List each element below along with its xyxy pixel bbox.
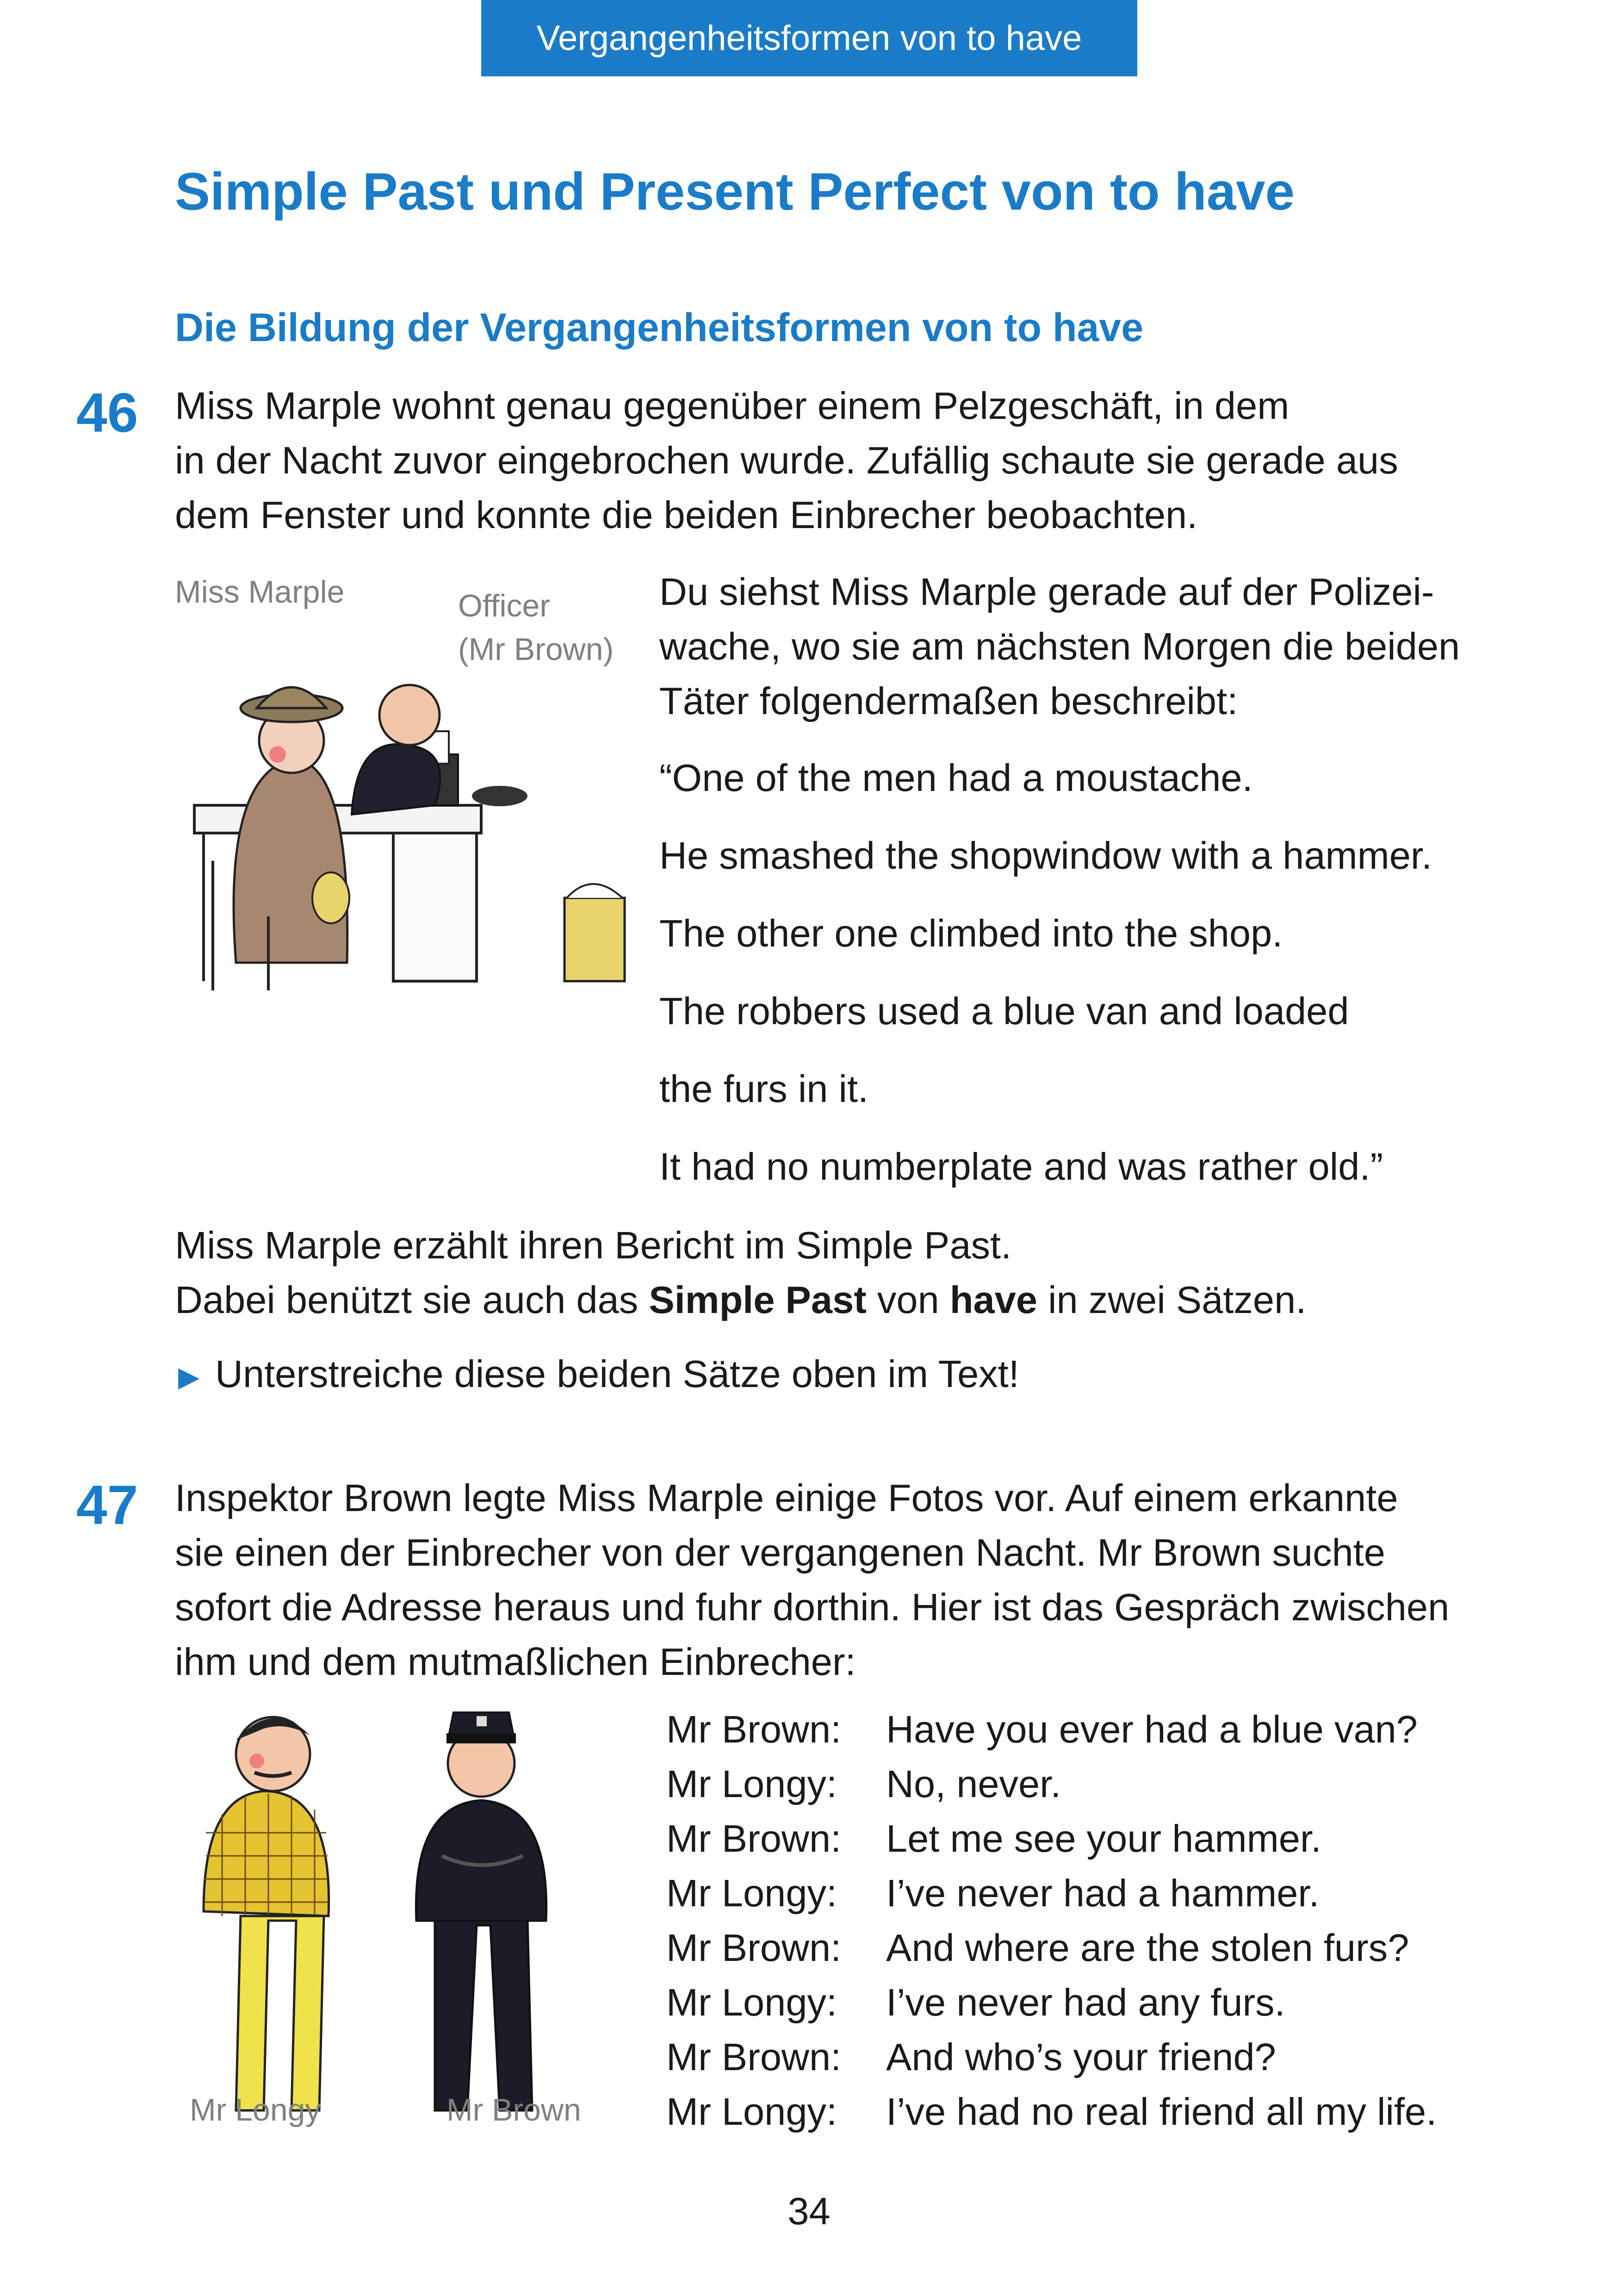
report-line: The robbers used a blue van and loaded <box>659 989 1349 1033</box>
report-line: “One of the men had a moustache. <box>659 756 1253 799</box>
ex46-context-line: Du siehst Miss Marple gerade auf der Polizei- <box>659 570 1434 613</box>
page-number: 34 <box>787 2190 831 2233</box>
dialogue-speaker: Mr Longy: <box>666 2090 837 2133</box>
dialogue-line: I’ve never had any furs. <box>886 1981 1285 2024</box>
miss-marple-police-illustration <box>176 639 639 1000</box>
dialogue-speaker: Mr Brown: <box>666 1926 842 1969</box>
after-text: in zwei Sätzen. <box>1037 1278 1307 1321</box>
dialogue-speaker: Mr Brown: <box>666 1817 842 1860</box>
ex47-intro-line: ihm und dem mutmaßlichen Einbrecher: <box>175 1640 856 1683</box>
dialogue-line: I’ve had no real friend all my life. <box>886 2090 1437 2133</box>
dialogue-line: And who’s your friend? <box>886 2035 1276 2078</box>
report-line: He smashed the shopwindow with a hammer. <box>659 834 1432 877</box>
section-subtitle: Die Bildung der Vergangenheitsformen von to have <box>175 305 1144 350</box>
report-line: the furs in it. <box>659 1067 869 1110</box>
dialogue-line: I’ve never had a hammer. <box>886 1872 1320 1915</box>
caption-mr-longy: Mr Longy <box>190 2092 321 2128</box>
dialogue-line: Have you ever had a blue van? <box>886 1708 1418 1751</box>
dialogue-speaker: Mr Longy: <box>666 1762 837 1805</box>
longy-brown-illustration <box>185 1703 601 2120</box>
caption-mr-brown: Mr Brown <box>446 2092 581 2128</box>
ex46-context-line: wache, wo sie am nächsten Morgen die beiden <box>659 625 1460 668</box>
ex46-after-line <box>175 1273 1306 1327</box>
dialogue-speaker: Mr Longy: <box>666 1981 837 2024</box>
dialogue-speaker: Mr Longy: <box>666 1872 837 1915</box>
exercise-number-46: 46 <box>76 382 138 444</box>
task-arrow-icon: ▶ <box>178 1361 200 1392</box>
dialogue-line: And where are the stolen furs? <box>886 1926 1409 1969</box>
header-tab: Vergangenheitsformen von to have <box>481 0 1137 76</box>
page-title: Simple Past und Present Perfect von to have <box>175 162 1295 221</box>
ex46-intro-line: dem Fenster und konnte die beiden Einbrecher beobachten. <box>175 493 1198 536</box>
dialogue-line: Let me see your hammer. <box>886 1817 1322 1860</box>
ex46-context-line: Täter folgendermaßen beschreibt: <box>659 679 1238 722</box>
after-text: von <box>866 1278 950 1321</box>
ex46-after-line: Miss Marple erzählt ihren Bericht im Simple Past. <box>175 1224 1012 1267</box>
ex46-task: Unterstreiche diese beiden Sätze oben im Text! <box>215 1352 1019 1395</box>
caption-officer-name: (Mr Brown) <box>458 632 614 667</box>
after-text: Dabei benützt sie auch das <box>175 1278 649 1321</box>
caption-officer: Officer <box>458 588 551 623</box>
ex46-intro-line: Miss Marple wohnt genau gegenüber einem Pelzgeschäft, in dem <box>175 384 1289 427</box>
ex47-intro-line: sofort die Adresse heraus und fuhr dorthin. Hier ist das Gespräch zwischen <box>175 1586 1450 1629</box>
caption-miss-marple: Miss Marple <box>175 574 345 610</box>
dialogue-speaker: Mr Brown: <box>666 1708 842 1751</box>
report-line: The other one climbed into the shop. <box>659 912 1283 955</box>
after-bold-have: have <box>949 1278 1038 1321</box>
exercise-number-47: 47 <box>76 1474 138 1536</box>
report-line: It had no numberplate and was rather old.” <box>659 1145 1383 1188</box>
dialogue-line: No, never. <box>886 1762 1061 1805</box>
ex47-intro-line: Inspektor Brown legte Miss Marple einige Fotos vor. Auf einem erkannte <box>175 1476 1398 1519</box>
ex47-intro-line: sie einen der Einbrecher von der vergangenen Nacht. Mr Brown suchte <box>175 1531 1385 1574</box>
ex46-intro-line: in der Nacht zuvor eingebrochen wurde. Zufällig schaute sie gerade aus <box>175 439 1398 482</box>
dialogue-speaker: Mr Brown: <box>666 2035 842 2078</box>
after-bold-simple-past: Simple Past <box>649 1278 867 1321</box>
